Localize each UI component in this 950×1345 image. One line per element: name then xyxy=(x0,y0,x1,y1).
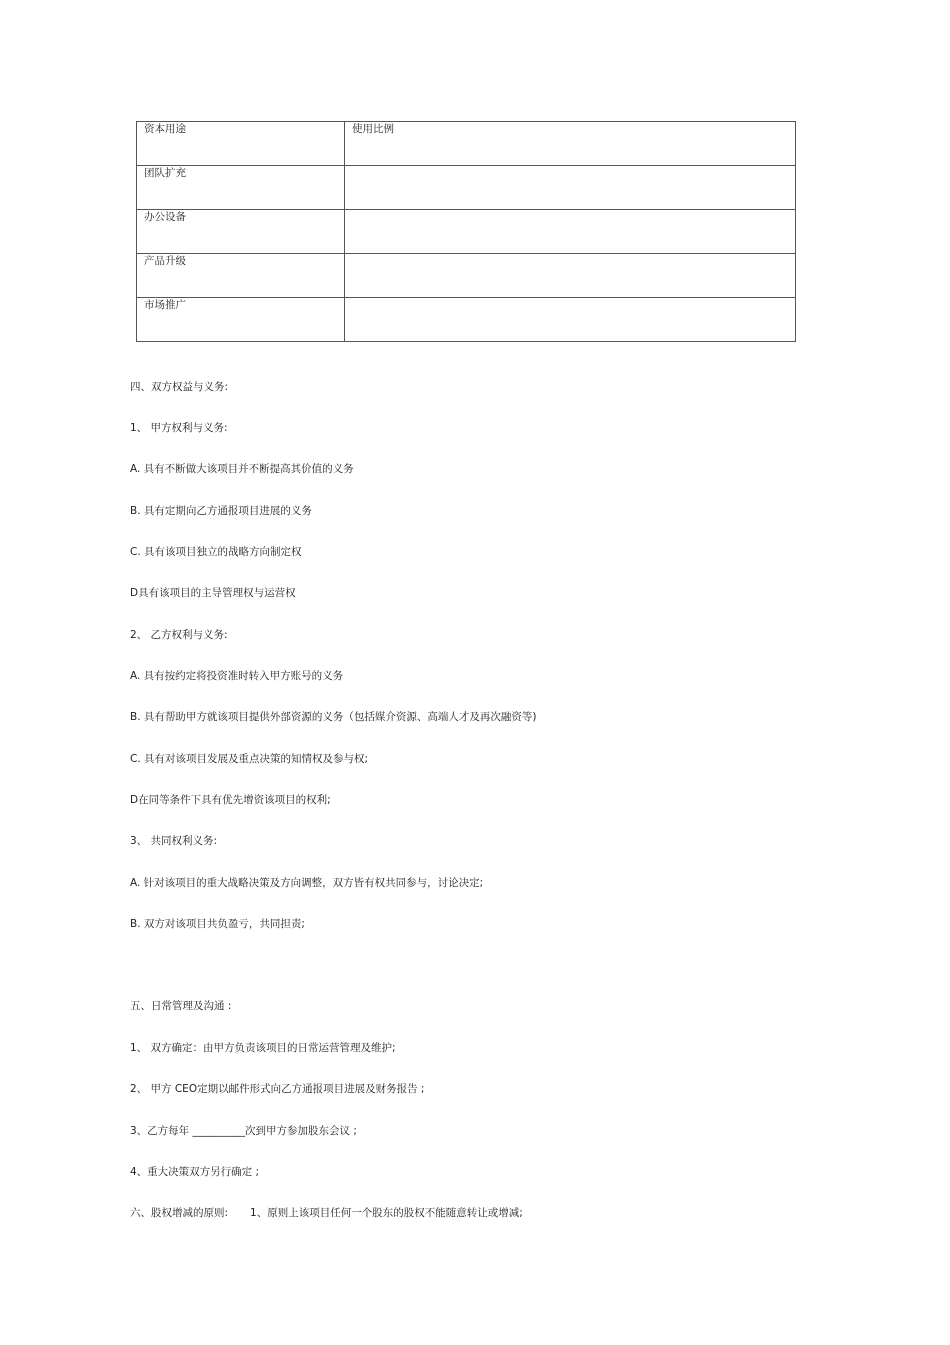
table-cell: 办公设备 xyxy=(137,210,345,254)
joint-item: A. 针对该项目的重大战略决策及方向调整，双方皆有权共同参与，讨论决定; xyxy=(130,877,484,889)
party-a-item: C. 具有该项目独立的战略方向制定权 xyxy=(130,546,302,558)
section-6-title: 六、股权增减的原则: xyxy=(130,1207,229,1219)
party-a-item: B. 具有定期向乙方通报项目进展的义务 xyxy=(130,505,312,517)
section-5-item: 2、 甲方 CEO定期以邮件形式向乙方通报项目进展及财务报告 ; xyxy=(130,1083,425,1095)
party-b-item: A. 具有按约定将投资准时转入甲方账号的义务 xyxy=(130,670,344,682)
table-cell xyxy=(345,166,796,210)
section-5-item: 3、乙方每年 __________次到甲方参加股东会议 ; xyxy=(130,1125,357,1137)
joint-heading: 3、 共同权利义务: xyxy=(130,835,218,847)
table-row xyxy=(137,298,796,342)
table-row xyxy=(137,210,796,254)
section-5-item: 1、 双方确定：由甲方负责该项目的日常运营管理及维护; xyxy=(130,1042,396,1054)
party-b-item: D在同等条件下具有优先增资该项目的权利; xyxy=(130,794,331,806)
section-5-item: 4、重大决策双方另行确定 ; xyxy=(130,1166,260,1178)
capital-usage-table xyxy=(136,121,796,342)
section-6-line xyxy=(130,1206,523,1220)
table-cell xyxy=(345,298,796,342)
party-b-item: C. 具有对该项目发展及重点决策的知情权及参与权; xyxy=(130,753,369,765)
table-cell xyxy=(345,254,796,298)
party-b-heading: 2、 乙方权利与义务: xyxy=(130,629,228,641)
party-b-item: B. 具有帮助甲方就该项目提供外部资源的义务（包括媒介资源、高端人才及再次融资等) xyxy=(130,711,537,723)
table-cell: 市场推广 xyxy=(137,298,345,342)
table-header-cell: 资本用途 xyxy=(137,122,345,166)
section-6-item: 1、原则上该项目任何一个股东的股权不能随意转让或增减; xyxy=(250,1207,523,1219)
party-a-heading: 1、 甲方权利与义务: xyxy=(130,422,228,434)
section-4-title: 四、双方权益与义务: xyxy=(130,381,229,393)
table-cell: 团队扩充 xyxy=(137,166,345,210)
table-cell: 产品升级 xyxy=(137,254,345,298)
table-cell xyxy=(345,210,796,254)
table-header-row xyxy=(137,122,796,166)
joint-item: B. 双方对该项目共负盈亏，共同担责; xyxy=(130,918,305,930)
section-5-title: 五、日常管理及沟通 : xyxy=(130,1000,232,1012)
party-a-item: A. 具有不断做大该项目并不断提高其价值的义务 xyxy=(130,463,354,475)
table-row xyxy=(137,166,796,210)
table-row xyxy=(137,254,796,298)
party-a-item: D具有该项目的主导管理权与运营权 xyxy=(130,587,296,599)
table-header-cell: 使用比例 xyxy=(345,122,796,166)
